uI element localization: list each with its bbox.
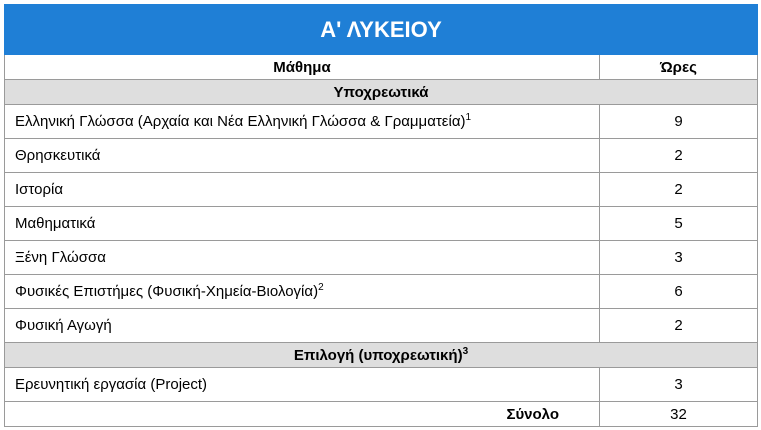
table-row — [5, 309, 758, 343]
table-row — [5, 105, 758, 139]
total-row — [5, 402, 758, 427]
total-label: Σύνολο — [5, 402, 600, 427]
subject-cell: Ιστορία — [5, 173, 600, 207]
footnote-mark: 3 — [462, 345, 469, 357]
table-row — [5, 241, 758, 275]
subject-name: Φυσικές Επιστήμες (Φυσική-Χημεία-Βιολογία) — [15, 283, 319, 300]
hours-cell: 5 — [600, 207, 758, 241]
header-subject: Μάθημα — [5, 55, 600, 80]
section-required-label: Υποχρεωτικά — [333, 83, 429, 101]
hours-cell: 3 — [600, 241, 758, 275]
hours-cell: 3 — [600, 368, 758, 402]
total-hours: 32 — [600, 402, 758, 427]
subject-cell: Μαθηματικά — [5, 207, 600, 241]
hours-cell: 2 — [600, 139, 758, 173]
section-elective — [5, 343, 758, 368]
footnote-mark: 2 — [318, 282, 324, 293]
hours-cell: 9 — [600, 105, 758, 139]
table-row — [5, 173, 758, 207]
footnote-mark: 1 — [465, 112, 472, 123]
subject-cell — [5, 275, 600, 309]
hours-cell: 6 — [600, 275, 758, 309]
header-hours: Ώρες — [600, 55, 758, 80]
table-title: Α' ΛΥΚΕΙΟΥ — [5, 5, 758, 55]
curriculum-table-container — [4, 4, 757, 427]
subject-cell: Φυσική Αγωγή — [5, 309, 600, 343]
subject-cell: Θρησκευτικά — [5, 139, 600, 173]
subject-cell: Ερευνητική εργασία (Project) — [5, 368, 600, 402]
table-row — [5, 368, 758, 402]
hours-cell: 2 — [600, 173, 758, 207]
table-row — [5, 275, 758, 309]
table-row — [5, 139, 758, 173]
subject-cell: Ξένη Γλώσσα — [5, 241, 600, 275]
hours-cell: 2 — [600, 309, 758, 343]
curriculum-table — [4, 4, 758, 427]
section-required — [5, 80, 758, 105]
table-row — [5, 207, 758, 241]
subject-cell — [5, 105, 600, 139]
section-elective-label: Επιλογή (υποχρεωτική) — [293, 346, 463, 364]
subject-name: Ελληνική Γλώσσα (Αρχαία και Νέα Ελληνική Γλώσσα & Γραμματεία) — [15, 113, 466, 130]
